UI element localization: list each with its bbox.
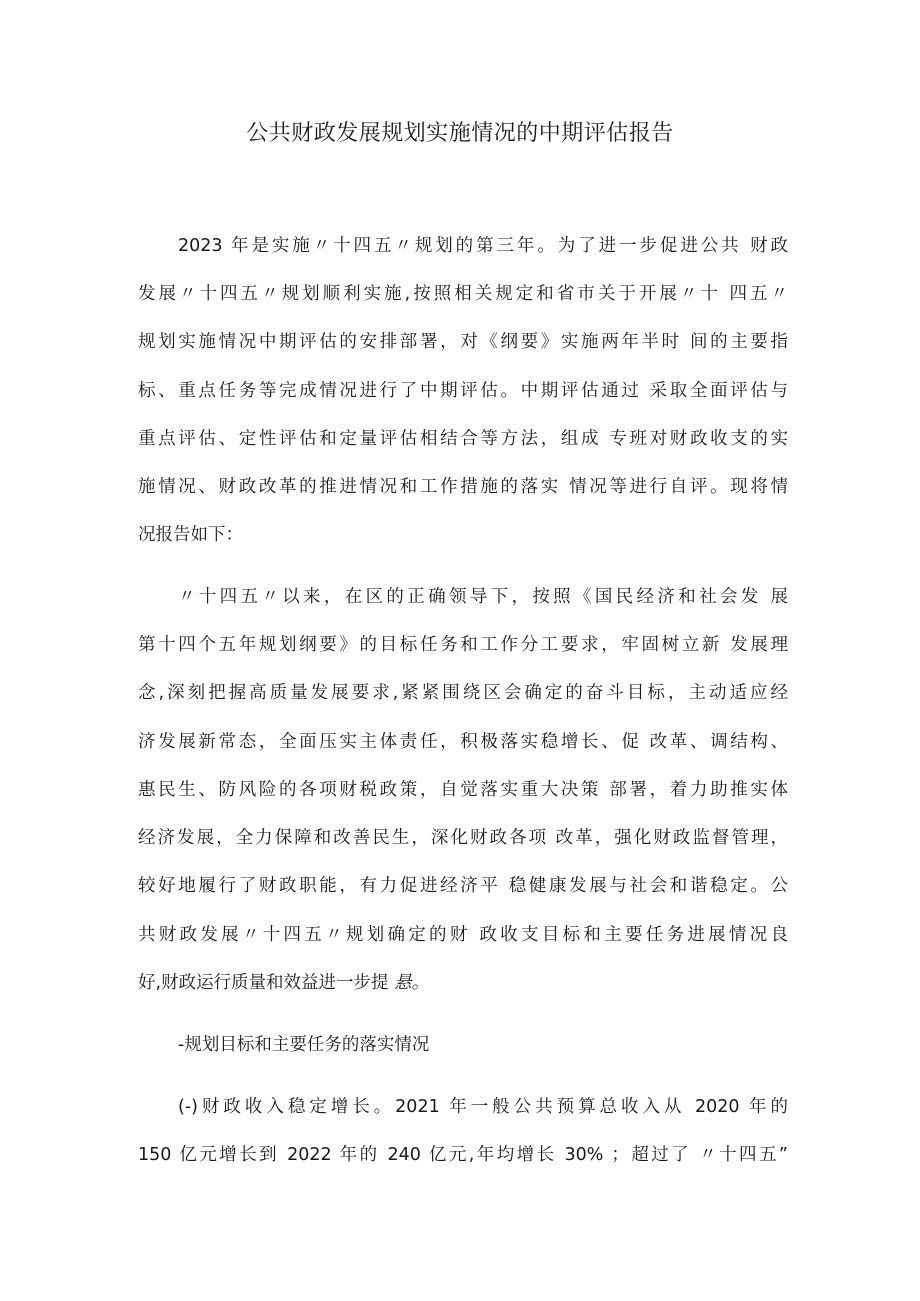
paragraph-3-line-1: (-)财政收入稳定增长。2021 年一般公共预算总收入从 2020 年的	[178, 1097, 788, 1117]
paragraph-1-line-7: 况报告如下：	[138, 525, 243, 545]
paragraph-2-line-1: 〃十四五〃以来，在区的正确领导下，按照《国民经济和社会发 展	[178, 587, 788, 607]
paragraph-1-line-5: 重点评估、定性评估和定量评估相结合等方法，组成 专班对财政收支的实	[138, 429, 788, 449]
paragraph-1-line-1: 2023 年是实施〃十四五〃规划的第三年。为了进一步促进公共 财政	[178, 236, 788, 256]
paragraph-2-line-7: 较好地履行了财政职能，有力促进经济平 稳健康发展与社会和谐稳定。公	[138, 876, 788, 896]
paragraph-2-line-2: 第十四个五年规划纲要》的目标任务和工作分工要求，牢固树立新 发展理	[138, 635, 788, 655]
document-title: 公共财政发展规划实施情况的中期评估报告	[246, 121, 674, 146]
paragraph-2-last-tail: 悬。	[394, 973, 430, 993]
paragraph-3-line-2: 150 亿元增长到 2022 年的 240 亿元,年均增长 30% ；超过了 〃十四五”	[138, 1145, 788, 1165]
paragraph-2-line-6: 经济发展，全力保障和改善民生，深化财政各项 改革，强化财政监督管理，	[138, 828, 788, 848]
paragraph-2-line-9	[138, 968, 788, 998]
section-heading: -规划目标和主要任务的落实情况	[178, 1035, 430, 1055]
paragraph-1-line-2: 发展〃十四五〃规划顺利实施,按照相关规定和省市关于开展〃十 四五〃	[138, 284, 788, 304]
paragraph-2-line-3: 念,深刻把握高质量发展要求,紧紧围绕区会确定的奋斗目标，主动适应经	[138, 683, 788, 703]
paragraph-1-line-4: 标、重点任务等完成情况进行了中期评估。中期评估通过 采取全面评估与	[138, 381, 788, 401]
paragraph-1-line-3: 规划实施情况中期评估的安排部署，对《纲要》实施两年半时 间的主要指	[138, 332, 788, 352]
paragraph-2-line-8: 共财政发展〃十四五〃规划确定的财 政收支目标和主要任务进展情况良	[138, 925, 788, 945]
paragraph-2-line-4: 济发展新常态，全面压实主体责任，积极落实稳增长、促 改革、调结构、	[138, 732, 788, 752]
paragraph-1-line-6: 施情况、财政改革的推进情况和工作措施的落实 情况等进行自评。现将情	[138, 477, 788, 497]
paragraph-2-line-5: 惠民生、防风险的各项财税政策，自觉落实重大决策 部署，着力助推实体	[138, 780, 788, 800]
paragraph-2-last-text: 好,财政运行质量和效益进一步提	[138, 973, 389, 993]
